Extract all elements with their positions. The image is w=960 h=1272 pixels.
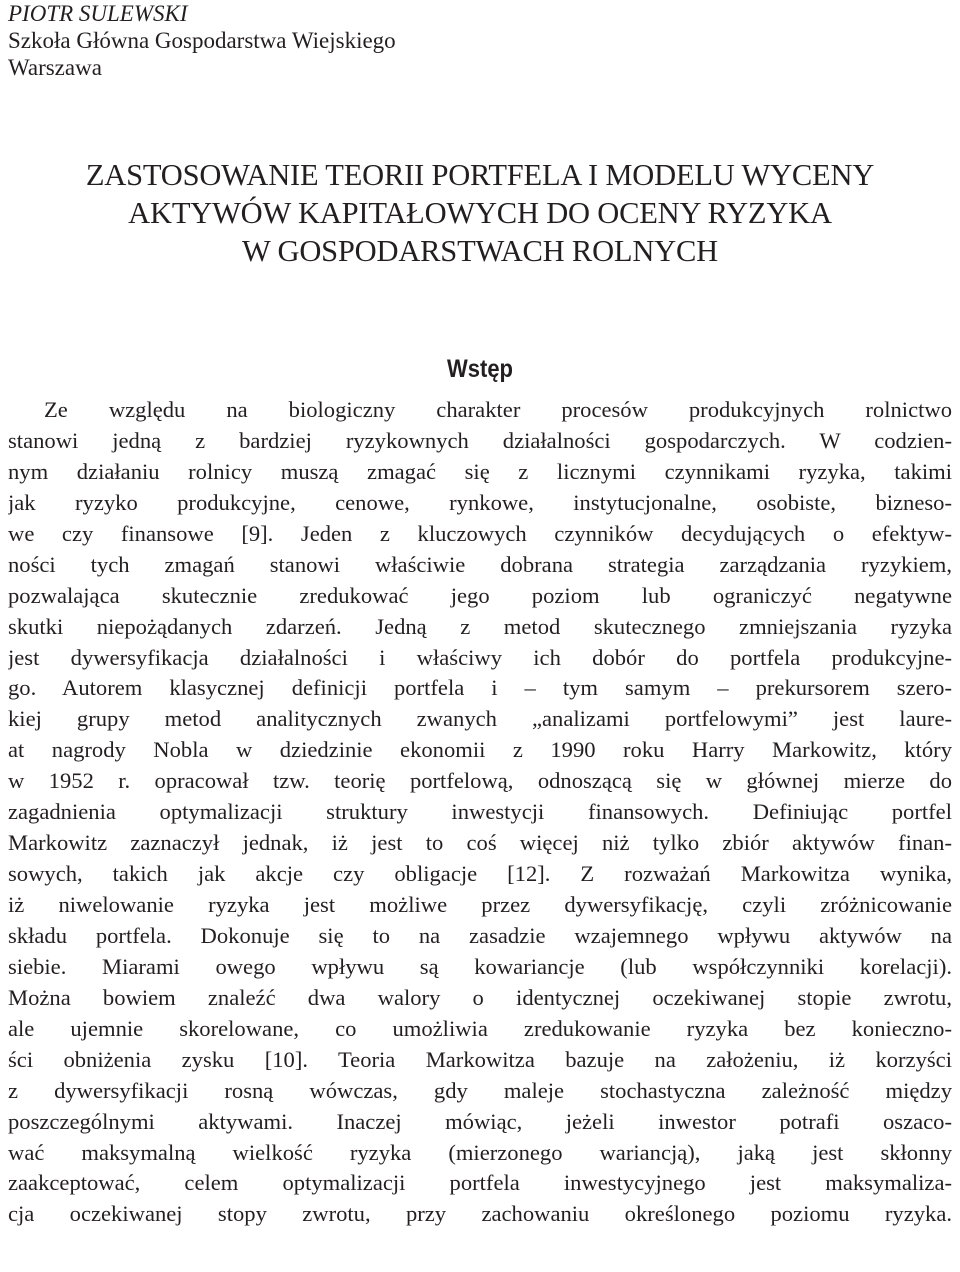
- text-line: pozwalająca skutecznie zredukować jego poziom lub ograniczyć negatywne: [8, 582, 952, 608]
- text-line: składu portfela. Dokonuje się to na zasadzie wzajemnego wpływu aktywów na: [8, 922, 952, 948]
- text-line: go. Autorem klasycznej definicji portfela i – tym samym – prekursorem szero-: [8, 675, 952, 701]
- text-line: skutki niepożądanych zdarzeń. Jedną z metod skutecznego zmniejszania ryzyka: [8, 613, 952, 639]
- text-line: zaakceptować, celem optymalizacji portfela inwestycyjnego jest maksymaliza-: [8, 1170, 952, 1196]
- text-line: wać maksymalną wielkość ryzyka (mierzonego wariancją), jaką jest skłonny: [8, 1139, 952, 1165]
- text-line: iż niwelowanie ryzyka jest możliwe przez dywersyfikację, czyli zróżnicowanie: [8, 892, 952, 917]
- author-block: [8, 0, 396, 81]
- text-line: cja oczekiwanej stopy zwrotu, przy zachowaniu określonego poziomu ryzyka.: [8, 1201, 952, 1227]
- text-line: we czy finansowe [9]. Jeden z kluczowych czynników decydujących o efektyw-: [8, 520, 952, 546]
- text-line: Ze względu na biologiczny charakter procesów produkcyjnych rolnictwo: [44, 397, 952, 422]
- text-line: siebie. Miarami owego wpływu są kowariancje (lub współczynniki korelacji).: [8, 953, 952, 979]
- text-line: kiej grupy metod analitycznych zwanych „analizami portfelowymi” jest laure-: [8, 706, 952, 732]
- article-title: [0, 156, 960, 270]
- text-line: at nagrody Nobla w dziedzinie ekonomii z 1990 roku Harry Markowitz, który: [8, 737, 952, 763]
- text-line: w 1952 r. opracował tzw. teorię portfelową, odnoszącą się w głównej mierze do: [8, 768, 952, 794]
- text-line: zagadnienia optymalizacji struktury inwestycji finansowych. Definiując portfel: [8, 799, 952, 825]
- text-line: ści obniżenia zysku [10]. Teoria Markowitza bazuje na założeniu, iż korzyści: [8, 1046, 952, 1072]
- text-line: z dywersyfikacji rosną wówczas, gdy maleje stochastyczna zależność między: [8, 1077, 952, 1103]
- text-line: sowych, takich jak akcje czy obligacje [12]. Z rozważań Markowitza wynika,: [8, 861, 952, 887]
- text-line: ale ujemnie skorelowane, co umożliwia zredukowanie ryzyka bez konieczno-: [8, 1015, 952, 1041]
- title-line: W GOSPODARSTWACH ROLNYCH: [242, 234, 718, 268]
- text-line: nym działaniu rolnicy muszą zmagać się z licznymi czynnikami ryzyka, takimi: [8, 458, 952, 484]
- text-line: Można bowiem znaleźć dwa walory o identycznej oczekiwanej stopie zwrotu,: [8, 984, 952, 1010]
- text-line: stanowi jedną z bardziej ryzykownych działalności gospodarczych. W codzien-: [8, 427, 952, 453]
- title-line: ZASTOSOWANIE TEORII PORTFELA I MODELU WYCENY: [85, 158, 875, 192]
- affiliation-line: Szkoła Główna Gospodarstwa Wiejskiego: [8, 28, 396, 53]
- text-line: jest dywersyfikacja działalności i właściwy ich dobór do portfela produkcyjne-: [8, 644, 952, 670]
- text-line: poszczególnymi aktywami. Inaczej mówiąc, jeżeli inwestor potrafi oszaco-: [8, 1108, 952, 1134]
- body-paragraph: [8, 395, 952, 1230]
- title-line: AKTYWÓW KAPITAŁOWYCH DO OCENY RYZYKA: [128, 196, 832, 230]
- text-line: Markowitz zaznaczył jednak, iż jest to coś więcej niż tylko zbiór aktywów finan-: [8, 830, 952, 856]
- text-line: ności tych zmagań stanowi właściwie dobrana strategia zarządzania ryzykiem,: [8, 551, 952, 577]
- affiliation-line: Warszawa: [8, 55, 102, 80]
- author-name: PIOTR SULEWSKI: [8, 1, 188, 26]
- section-heading: Wstęp: [447, 355, 513, 383]
- text-line: jak ryzyko produkcyjne, cenowe, rynkowe, instytucjonalne, osobiste, bizneso-: [8, 489, 952, 515]
